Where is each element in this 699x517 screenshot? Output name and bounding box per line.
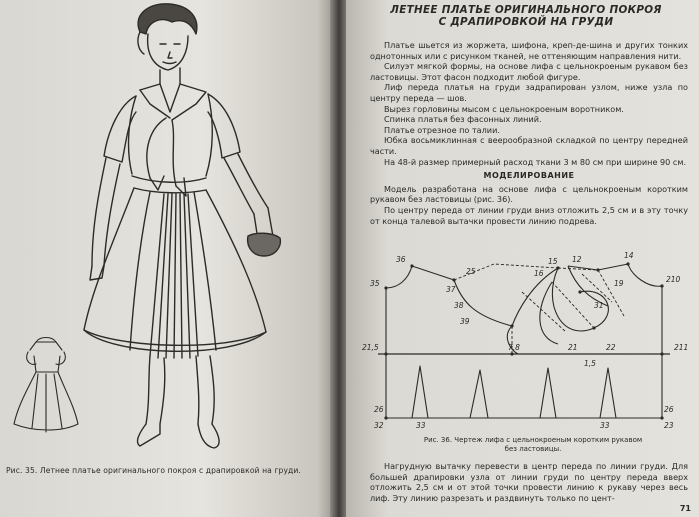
pattern-label: 31 [594, 301, 604, 310]
pattern-label: 21,5 [362, 343, 379, 352]
pattern-label: 211 [674, 343, 689, 352]
pattern-label: 23 [664, 421, 674, 430]
pattern-label: 35 [370, 279, 380, 288]
paragraph: Нагрудную вытачку перевести в центр переда по линии груди. Для большей драпировки узла от линии груди по центру переда вверх отложить 2,5 см и от этой точки провести линию к рукаву через весь лиф. Эту линию разрезать и раздвинуть только по цент- [370, 461, 688, 503]
paragraph: По центру переда от линии груди вниз отложить 2,5 см и в эту точку от конца талевой вытачки провести линию подрева. [370, 204, 688, 226]
back-view-sketch [14, 338, 78, 433]
pattern-label: 14 [624, 251, 634, 260]
pattern-label: 38 [454, 301, 464, 310]
paragraph: Лиф переда платья на груди задрапирован узлом, ниже узла по центру переда — шов. [370, 82, 688, 103]
paragraph: Платье отрезное по талии. [384, 124, 500, 135]
right-page [346, 0, 699, 517]
pattern-label: 19 [614, 279, 624, 288]
pattern-caption [398, 436, 668, 453]
pattern-label: 12 [572, 255, 582, 264]
continuation-text [370, 461, 688, 503]
pattern-label: 33 [600, 421, 610, 430]
pattern-label: 36 [396, 255, 406, 264]
section-heading: МОДЕЛИРОВАНИЕ [483, 171, 575, 181]
paragraph: Вырез горловины мысом с цельнокроеным воротником. [384, 103, 624, 114]
dress-illustration [0, 0, 338, 470]
pattern-label: 37 [446, 285, 456, 294]
pattern-label: 1,5 [584, 359, 596, 368]
paragraph: Силуэт мягкой формы, на основе лифа с цельнокроеным рукавом без ластовицы. Этот фасон подходит любой фигуре. [370, 61, 688, 82]
paragraph: Модель разработана на основе лифа с цельнокроеным коротким рукавом без ластовицы (рис. 36). [370, 183, 688, 205]
pattern-label: 7,8 [508, 343, 520, 352]
paragraph: На 48-й размер примерный расход ткани 3 м 80 см при ширине 90 см. [384, 156, 687, 167]
pattern-label: 26 [374, 405, 384, 414]
pattern-drawing [362, 246, 698, 432]
pattern-caption-line-2: без ластовицы. [504, 444, 562, 453]
pattern-label: 16 [534, 269, 544, 278]
description-text [370, 40, 688, 226]
pattern-label: 25 [466, 267, 476, 276]
pattern-label: 22 [606, 343, 616, 352]
pattern-caption-line-1: Рис. 36. Чертеж лифа с цельнокроеным коротким рукавом [423, 436, 643, 444]
paragraph: Платье шьется из жоржета, шифона, креп-де-шина и других тонких однотонных или с рисунком тканей, не оттеняющим направления нити. [370, 40, 688, 61]
pattern-label: 39 [460, 317, 470, 326]
pattern-label: 32 [374, 421, 384, 430]
paragraph: Спинка платья без фасонных линий. [384, 114, 542, 125]
pattern-label: 26 [664, 405, 674, 414]
title-line-2: С ДРАПИРОВКОЙ НА ГРУДИ [438, 16, 614, 28]
article-title [366, 4, 686, 28]
left-page [0, 0, 338, 517]
pattern-label: 15 [548, 257, 558, 266]
pattern-label: 21 [568, 343, 578, 352]
pattern-label: 33 [416, 421, 426, 430]
paragraph: Юбка восьмиклинная с веерообразной складкой по центру передней части. [370, 135, 688, 156]
title-line-1: ЛЕТНЕЕ ПЛАТЬЕ ОРИГИНАЛЬНОГО ПОКРОЯ [390, 4, 662, 16]
pattern-label: 210 [666, 275, 681, 284]
left-figure-caption: Рис. 35. Летнее платье оригинального покроя с драпировкой на груди. [6, 466, 301, 475]
page-number: 71 [679, 504, 691, 513]
